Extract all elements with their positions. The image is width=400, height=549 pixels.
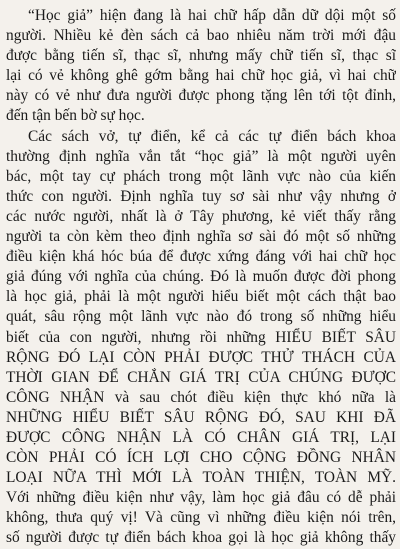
text-line: được bằng tiến sĩ, thạc sĩ, nhưng mấy chữ tiến sĩ, thạc sĩ bbox=[6, 47, 396, 65]
text-line: bác, một tay cự phách trong một lãnh vực nào của kiến bbox=[6, 167, 396, 185]
text-line: người. Nhiều kẻ đèn sách cả bao nhiêu năm trời mới đậu bbox=[6, 27, 396, 45]
paragraph bbox=[6, 127, 396, 549]
text-line: không, thưa quý vị! Và cũng vì những điều kiện nói trên, bbox=[6, 509, 396, 527]
article-text bbox=[6, 6, 396, 549]
paragraph bbox=[6, 6, 396, 127]
text-line: lại có vẻ không ghê gớm bằng hai chữ học giả, vì hai chữ bbox=[6, 67, 396, 85]
text-line: này có vẻ như đưa người được phong tặng lên tới tột đỉnh, bbox=[6, 87, 396, 105]
text-line: đến tận bến bờ sự học. bbox=[6, 107, 145, 125]
text-line: NHỮNG HIỂU BIẾT SÂU RỘNG ĐÓ, SAU KHI ĐÃ bbox=[6, 408, 396, 426]
text-line: Với những điều kiện như vậy, làm học giả đâu có dễ phải bbox=[6, 489, 396, 507]
text-line: CÒN PHẢI CÓ ÍCH LỢI CHO CỘNG ĐỒNG NHÂN bbox=[6, 449, 396, 467]
text-line: RỘNG ĐÓ LẠI CÒN PHẢI ĐƯỢC THỬ THÁCH CỦA bbox=[6, 348, 396, 366]
text-line: CÔNG NHẬN và sau chót điều kiện thực khó nữa là bbox=[6, 388, 396, 406]
text-line: biết của con người, nhưng rồi những HIỂU BIẾT SÂU bbox=[6, 328, 396, 346]
text-line: là học giả, phải là một người hiểu biết một cách thật bao bbox=[6, 288, 396, 306]
text-line: Các sách vở, tự điển, kể cả các tự điển bách khoa bbox=[28, 127, 396, 145]
text-line: giả đúng với nghĩa của chúng. Đó là muốn được đời phong bbox=[6, 268, 396, 286]
text-line: thường định nghĩa vắn tắt “học giả” là một người uyên bbox=[6, 147, 396, 165]
text-line: điều kiện khá hóc búa để được xứng đáng với hai chữ học bbox=[6, 248, 396, 266]
text-line: thức con người. Định nghĩa tuy sơ sài như vậy nhưng ở bbox=[6, 187, 396, 205]
text-line: quát, sâu rộng một lãnh vực nào đó trong số những hiểu bbox=[6, 308, 396, 326]
text-line: THỜI GIAN ĐỂ CHẮN GIÁ TRỊ CỦA CHÚNG ĐƯỢC bbox=[6, 368, 396, 386]
text-line: người ta còn kèm theo định nghĩa sơ sài đó một số những bbox=[6, 228, 396, 246]
text-line: ĐƯỢC CÔNG NHẬN LÀ CÓ CHÂN GIÁ TRỊ, LẠI bbox=[6, 428, 396, 446]
text-line: “Học giả” hiện đang là hai chữ hấp dẫn dữ dội một số bbox=[28, 7, 396, 24]
text-line: các nước người, nhất là ở Tây phương, kẻ viết thấy rằng bbox=[6, 207, 396, 225]
text-line: số người được tự điển bách khoa gọi là học giả không thấy bbox=[6, 529, 396, 547]
text-line: LOẠI NỮA THÌ MỚI LÀ TOÀN THIỆN, TOÀN MỸ. bbox=[6, 469, 396, 487]
